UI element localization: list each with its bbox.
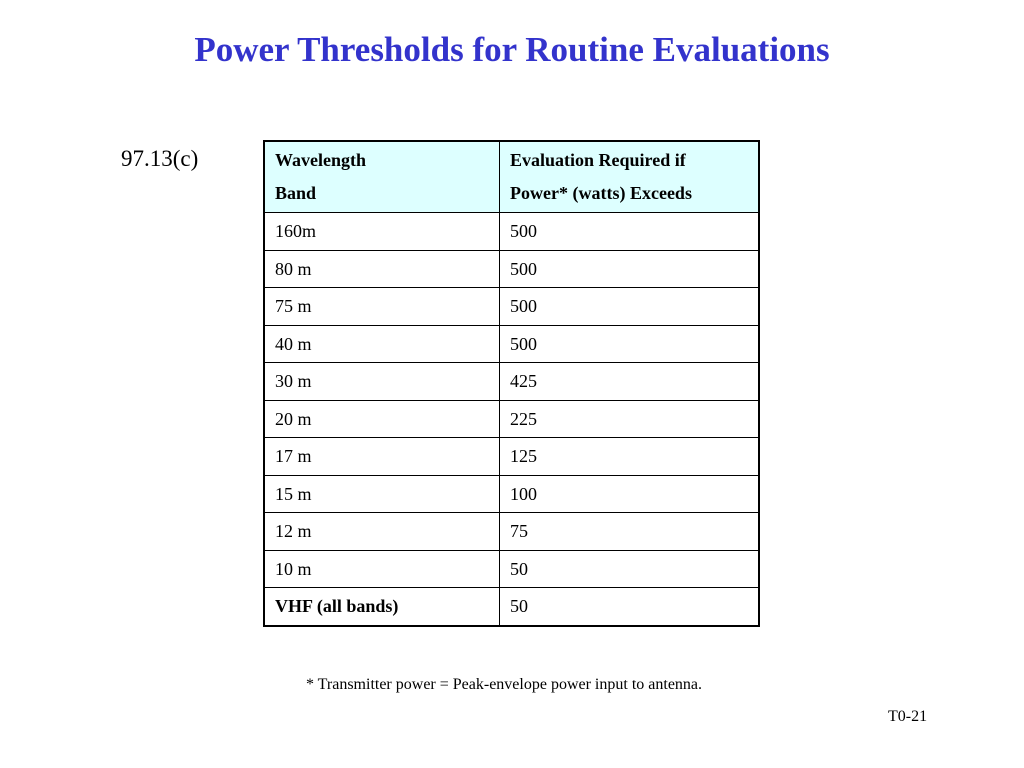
band-cell: 80 m: [264, 250, 500, 288]
band-cell: 40 m: [264, 325, 500, 363]
table-row: [264, 438, 759, 476]
page-title: Power Thresholds for Routine Evaluations: [194, 30, 830, 69]
table-row: [264, 550, 759, 588]
band-cell: 160m: [264, 213, 500, 251]
band-cell: 10 m: [264, 550, 500, 588]
band-cell: 20 m: [264, 400, 500, 438]
slide-number: T0-21: [888, 708, 928, 725]
band-cell: 75 m: [264, 288, 500, 326]
power-threshold-table: [263, 140, 760, 627]
header-line: Band: [275, 183, 317, 203]
table-header-row: [264, 141, 759, 213]
power-cell: 75: [500, 513, 760, 551]
header-line: Evaluation Required if: [510, 150, 686, 170]
footnote: * Transmitter power = Peak-envelope power input to antenna.: [305, 676, 703, 693]
power-cell: 50: [500, 550, 760, 588]
power-cell: 125: [500, 438, 760, 476]
table-row: [264, 325, 759, 363]
power-cell: 225: [500, 400, 760, 438]
header-evaluation-power: [500, 141, 760, 213]
band-cell: 17 m: [264, 438, 500, 476]
table-row: [264, 400, 759, 438]
table-row: [264, 288, 759, 326]
band-cell: 12 m: [264, 513, 500, 551]
table-row: [264, 588, 759, 626]
table-row: [264, 250, 759, 288]
power-cell: 425: [500, 363, 760, 401]
power-cell: 500: [500, 325, 760, 363]
power-cell: 500: [500, 288, 760, 326]
band-cell: 15 m: [264, 475, 500, 513]
power-cell: 100: [500, 475, 760, 513]
section-reference: 97.13(c): [121, 146, 199, 171]
band-cell: 30 m: [264, 363, 500, 401]
table-row: [264, 513, 759, 551]
band-cell: VHF (all bands): [264, 588, 500, 626]
table-row: [264, 213, 759, 251]
header-wavelength-band: [264, 141, 500, 213]
header-line: Power* (watts) Exceeds: [510, 183, 692, 203]
header-line: Wavelength: [275, 150, 367, 170]
power-cell: 50: [500, 588, 760, 626]
power-cell: 500: [500, 250, 760, 288]
power-cell: 500: [500, 213, 760, 251]
table-row: [264, 363, 759, 401]
table-row: [264, 475, 759, 513]
